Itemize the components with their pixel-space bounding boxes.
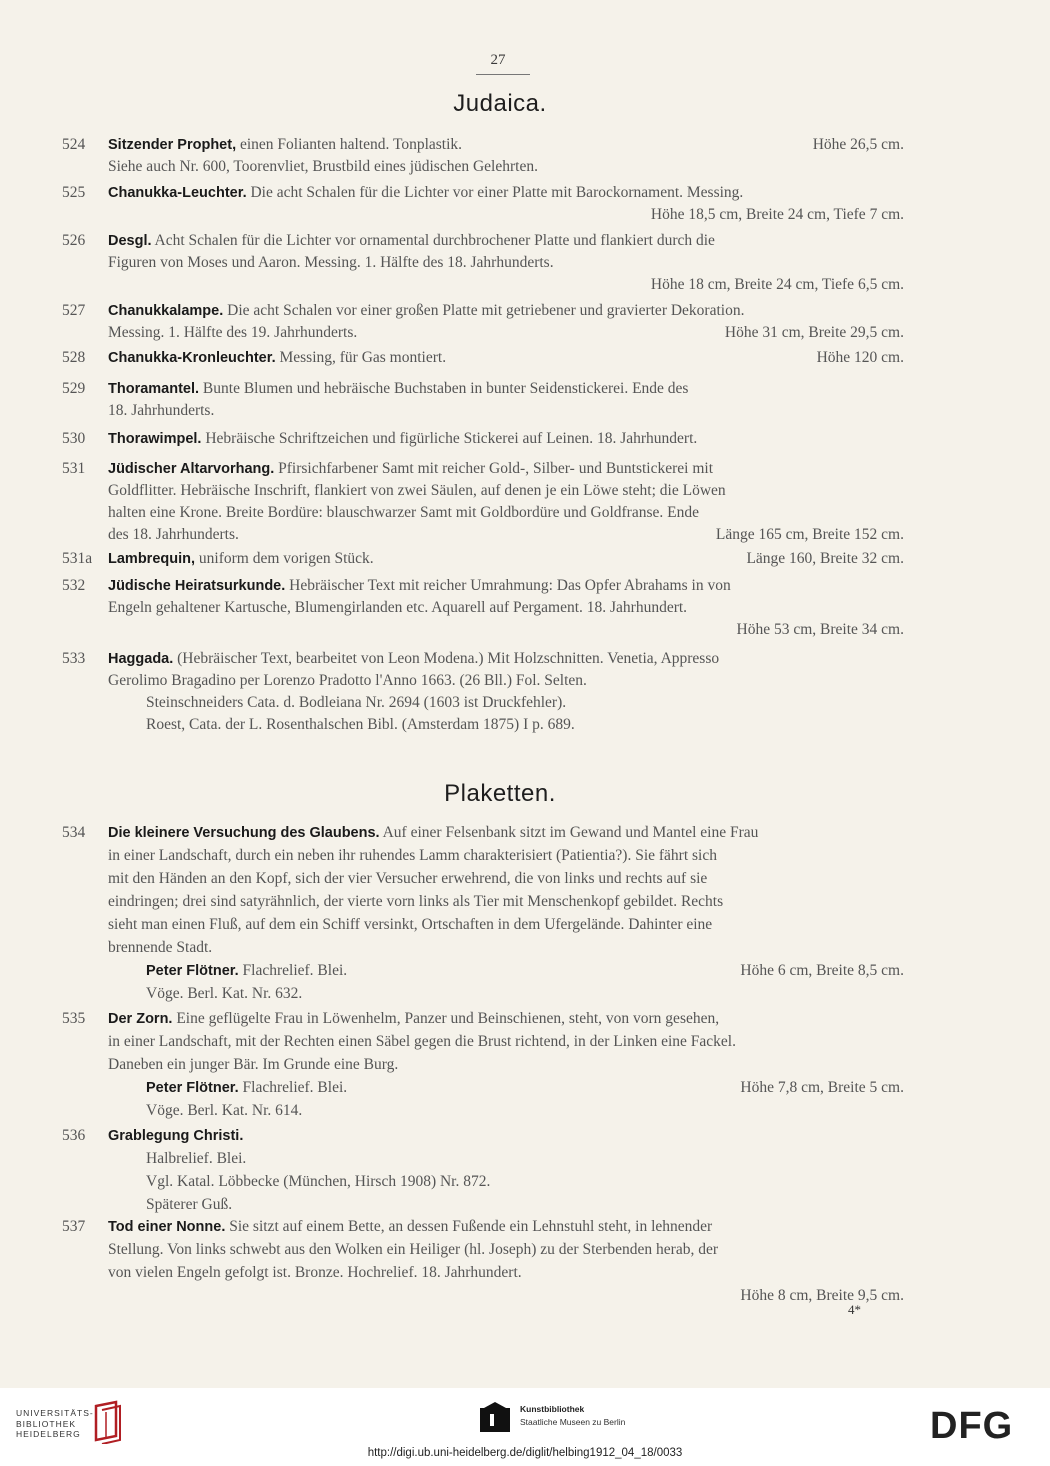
entry-line	[108, 822, 758, 844]
entry-dimensions: Höhe 18 cm, Breite 24 cm, Tiefe 6,5 cm.	[650, 276, 904, 293]
entry-artist-line	[146, 960, 347, 982]
artist-name: Peter Flötner.	[146, 1080, 239, 1096]
dfg-logo: DFG	[930, 1405, 1014, 1447]
section-title-judaica: Judaica.	[453, 90, 547, 117]
entry-line	[108, 458, 713, 480]
entry-line: Stellung. Von links schwebt aus den Wolken ein Heiliger (hl. Joseph) zu der Sterbenden herab, der	[108, 1241, 719, 1258]
entry-text: Hebräische Schriftzeichen und figürliche Stickerei auf Leinen. 18. Jahrhundert.	[205, 430, 698, 447]
entry-line: Goldflitter. Hebräische Inschrift, flankiert von zwei Säulen, auf denen je ein Löwe steht; die Löwen	[108, 482, 726, 499]
entry-line	[108, 648, 719, 670]
entry-line: Gerolimo Bragadino per Lorenzo Pradotto l'Anno 1663. (26 Bll.) Fol. Selten.	[108, 672, 587, 689]
entry-line	[108, 1008, 719, 1030]
entry-text: Auf einer Felsenbank sitzt im Gewand und Mantel eine Frau	[382, 824, 759, 841]
entry-line: 18. Jahrhunderts.	[108, 402, 215, 419]
entry-number: 529	[62, 380, 86, 397]
entry-number: 526	[62, 232, 86, 249]
entry-line	[108, 378, 688, 400]
entry-dimensions: Länge 160, Breite 32 cm.	[746, 550, 904, 567]
entry-number: 533	[62, 650, 86, 667]
entry-line: halten eine Krone. Breite Bordüre: blauschwarzer Samt mit Goldbordüre und Goldfranse. Ende	[108, 504, 699, 521]
entry-line	[108, 1125, 243, 1147]
entry-number: 537	[62, 1218, 86, 1235]
entry-reference: Steinschneiders Cata. d. Bodleiana Nr. 2694 (1603 ist Druckfehler).	[146, 694, 567, 711]
entry-dimensions: Länge 165 cm, Breite 152 cm.	[715, 526, 904, 543]
entry-line: Daneben ein junger Bär. Im Grunde eine Burg.	[108, 1056, 399, 1073]
entry-title: Jüdische Heiratsurkunde.	[108, 578, 286, 594]
entry-text: Flachrelief. Blei.	[242, 962, 348, 979]
entry-title: Thoramantel.	[108, 381, 200, 397]
entry-number: 528	[62, 349, 86, 366]
entry-text: (Hebräischer Text, bearbeitet von Leon Modena.) Mit Holzschnitten. Venetia, Appresso	[177, 650, 720, 667]
entry-text: Flachrelief. Blei.	[242, 1079, 348, 1096]
entry-dimensions: Höhe 120 cm.	[816, 349, 904, 366]
page-number-rule	[476, 74, 530, 75]
entry-reference: Vöge. Berl. Kat. Nr. 632.	[146, 985, 303, 1002]
entry-title: Jüdischer Altarvorhang.	[108, 461, 275, 477]
entry-text: Die acht Schalen für die Lichter vor einer Platte mit Barockornament. Messing.	[250, 184, 744, 201]
entry-line	[108, 134, 462, 156]
entry-dimensions: Höhe 31 cm, Breite 29,5 cm.	[724, 324, 904, 341]
entry-line	[108, 575, 731, 597]
entry-dimensions: Höhe 8 cm, Breite 9,5 cm.	[740, 1287, 904, 1304]
university-library-logo-text	[16, 1408, 94, 1440]
entry-number: 532	[62, 577, 86, 594]
entry-text: Pfirsichfarbener Samt mit reicher Gold-, Silber- und Buntstickerei mit	[278, 460, 714, 477]
entry-text: Die acht Schalen vor einer großen Platte mit getriebener und gravierter Dekoration.	[227, 302, 745, 319]
entry-line: Messing. 1. Hälfte des 19. Jahrhunderts.	[108, 324, 358, 341]
entry-reference: Vöge. Berl. Kat. Nr. 614.	[146, 1102, 303, 1119]
entry-title: Chanukkalampe.	[108, 303, 224, 319]
entry-line: sieht man einen Fluß, auf dem ein Schiff versinkt, Ortschaften in dem Ufergelände. Dahinter eine	[108, 916, 713, 933]
entry-title: Tod einer Nonne.	[108, 1219, 226, 1235]
entry-title: Grablegung Christi.	[108, 1128, 244, 1144]
entry-number: 531a	[62, 550, 93, 567]
entry-number: 527	[62, 302, 86, 319]
entry-text: Hebräischer Text mit reicher Umrahmung: Das Opfer Abrahams in von	[289, 577, 731, 594]
entry-title: Lambrequin,	[108, 551, 196, 567]
uni-line: HEIDELBERG	[16, 1429, 81, 1439]
university-library-logo-icon	[92, 1400, 124, 1444]
entry-number: 530	[62, 430, 86, 447]
entry-number: 535	[62, 1010, 86, 1027]
section-title-plaketten: Plaketten.	[444, 780, 556, 807]
entry-dimensions: Höhe 6 cm, Breite 8,5 cm.	[740, 962, 904, 979]
kb-title: Kunstbibliothek	[520, 1404, 585, 1414]
entry-number: 534	[62, 824, 86, 841]
entry-text: Sie sitzt auf einem Bette, an dessen Fußende ein Lehnstuhl steht, in lehnender	[229, 1218, 713, 1235]
entry-dimensions: Höhe 53 cm, Breite 34 cm.	[736, 621, 904, 638]
uni-line: BIBLIOTHEK	[16, 1418, 77, 1429]
entry-line: des 18. Jahrhunderts.	[108, 526, 239, 543]
entry-text: einen Folianten haltend. Tonplastik.	[239, 136, 463, 153]
signature-mark: 4*	[848, 1302, 861, 1317]
entry-dimensions: Höhe 7,8 cm, Breite 5 cm.	[740, 1079, 904, 1096]
entry-number: 531	[62, 460, 86, 477]
entry-line: in einer Landschaft, mit der Rechten einen Säbel gegen die Brust richtend, in der Linken eine Fackel.	[108, 1033, 736, 1050]
entry-line: in einer Landschaft, durch ein neben ihr ruhendes Lamm charakterisiert (Patientia?). Sie fährt sich	[108, 847, 717, 864]
entry-title: Sitzender Prophet,	[108, 137, 237, 153]
entry-line: Siehe auch Nr. 600, Toorenvliet, Brustbild eines jüdischen Gelehrten.	[108, 158, 538, 175]
entry-line: Halbrelief. Blei.	[146, 1150, 247, 1167]
entry-artist-line	[146, 1077, 347, 1099]
entry-line: von vielen Engeln gefolgt ist. Bronze. Hochrelief. 18. Jahrhundert.	[108, 1264, 522, 1281]
kunstbibliothek-logo-text	[520, 1403, 625, 1429]
entry-text: Eine geflügelte Frau in Löwenhelm, Panzer und Beinschienen, steht, von vorn gesehen,	[176, 1010, 720, 1027]
entry-line	[108, 428, 697, 450]
entry-line	[108, 230, 715, 252]
entry-line	[108, 300, 744, 322]
entry-reference: Späterer Guß.	[146, 1196, 233, 1213]
entry-dimensions: Höhe 18,5 cm, Breite 24 cm, Tiefe 7 cm.	[650, 206, 904, 223]
entry-dimensions: Höhe 26,5 cm.	[812, 136, 904, 153]
source-url[interactable]: http://digi.ub.uni-heidelberg.de/diglit/helbing1912_04_18/0033	[367, 1447, 683, 1459]
entry-title: Der Zorn.	[108, 1011, 173, 1027]
entry-line: Figuren von Moses und Aaron. Messing. 1. Hälfte des 18. Jahrhunderts.	[108, 254, 554, 271]
entry-line	[108, 347, 446, 369]
entry-reference: Roest, Cata. der L. Rosenthalschen Bibl. (Amsterdam 1875) I p. 689.	[146, 716, 575, 733]
entry-reference: Vgl. Katal. Löbbecke (München, Hirsch 1908) Nr. 872.	[146, 1173, 491, 1190]
entry-title: Chanukka-Kronleuchter.	[108, 350, 276, 366]
entry-line: mit den Händen an den Kopf, sich der vier Versucher erwehrend, die von links und rechts auf sie	[108, 870, 708, 887]
entry-title: Thorawimpel.	[108, 431, 202, 447]
entry-text: Acht Schalen für die Lichter vor ornamental durchbrochener Platte und flankiert durch die	[154, 232, 715, 249]
entry-number: 525	[62, 184, 86, 201]
entry-text: uniform dem vorigen Stück.	[198, 550, 374, 567]
entry-number: 524	[62, 136, 86, 153]
entry-line	[108, 548, 374, 570]
kb-subtitle: Staatliche Museen zu Berlin	[520, 1417, 626, 1427]
entry-number: 536	[62, 1127, 86, 1144]
entry-text: Messing, für Gas montiert.	[279, 349, 447, 366]
entry-line	[108, 182, 743, 204]
entry-title: Die kleinere Versuchung des Glaubens.	[108, 825, 380, 841]
entry-line: brennende Stadt.	[108, 939, 213, 956]
entry-title: Desgl.	[108, 233, 152, 249]
entry-title: Haggada.	[108, 651, 174, 667]
entry-title: Chanukka-Leuchter.	[108, 185, 247, 201]
uni-line: UNIVERSITÄTS-	[16, 1408, 94, 1418]
kunstbibliothek-logo-icon	[480, 1402, 510, 1432]
entry-line: eindringen; drei sind satyrähnlich, der vierte vorn links als Tier mit Menschenkopf gebildet. Rechts	[108, 893, 724, 910]
entry-line	[108, 1216, 712, 1238]
artist-name: Peter Flötner.	[146, 963, 239, 979]
entry-text: Bunte Blumen und hebräische Buchstaben in bunter Seidenstickerei. Ende des	[202, 380, 689, 397]
page-number: 27	[490, 52, 506, 68]
entry-line: Engeln gehaltener Kartusche, Blumengirlanden etc. Aquarell auf Pergament. 18. Jahrhundert.	[108, 599, 688, 616]
